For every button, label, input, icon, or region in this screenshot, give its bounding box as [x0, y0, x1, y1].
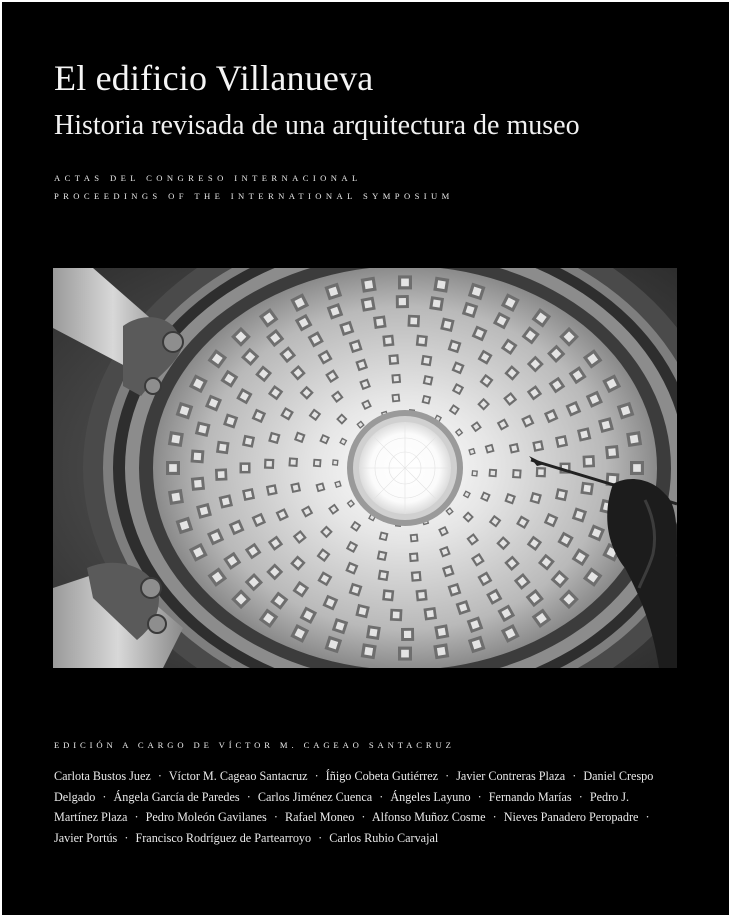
coffer-inset [401, 279, 409, 287]
coffer-inset [558, 491, 565, 498]
book-cover [2, 2, 729, 915]
coffer-inset [413, 573, 419, 579]
coffer-inset [194, 480, 202, 488]
coffer-inset [291, 460, 296, 465]
coffer-inset [583, 485, 590, 492]
author-separator: · [361, 810, 366, 824]
author-list [54, 766, 674, 848]
author-separator: · [379, 789, 384, 804]
author-separator: · [157, 769, 162, 783]
coffer-inset [585, 458, 592, 465]
coffer-inset [410, 318, 417, 325]
author-name: Víctor M. Cageao Santacruz [168, 769, 308, 783]
cover-subtitle: Historia revisada de una arquitectura de museo [54, 110, 580, 141]
coffer-inset [393, 612, 400, 619]
author-name: Rafael Moneo [284, 810, 355, 824]
dome-photograph [53, 268, 677, 668]
coffer-inset [438, 628, 446, 636]
author-name: Javier Contreras Plaza [456, 769, 566, 783]
coffer-inset [401, 650, 409, 658]
cover-title: El edificio Villanueva [54, 58, 374, 98]
coffer-inset [380, 572, 386, 578]
coffer-inset [245, 491, 252, 498]
coffer-inset [194, 453, 202, 461]
coffer-inset [169, 464, 177, 472]
coffer-inset [412, 536, 417, 541]
coffer-inset [473, 472, 477, 476]
coffer-inset [490, 471, 495, 476]
coffer-inset [364, 300, 372, 308]
coffer-inset [242, 465, 248, 471]
author-name: Alfonso Muñoz Cosme [371, 810, 486, 824]
author-name: Carlos Rubio Carvajal [329, 830, 439, 845]
author-name: Nieves Panadero Peropadre [503, 810, 639, 824]
dome-image [53, 268, 677, 668]
author-separator: · [578, 789, 583, 804]
author-separator: · [246, 789, 251, 804]
author-name: Daniel Crespo Delgado [54, 769, 654, 804]
author-separator: · [318, 830, 323, 845]
coffer-inset [391, 357, 397, 363]
author-name: Carlos Jiménez Cuenca [257, 789, 373, 804]
coffer-inset [535, 443, 541, 449]
coffer-inset [427, 610, 434, 617]
coffer-inset [385, 337, 392, 344]
coffer-inset [219, 444, 226, 451]
coffer-inset [437, 647, 446, 656]
coffer-inset [333, 461, 337, 465]
coffer-inset [266, 461, 272, 467]
author-separator: · [273, 810, 278, 824]
coffer-inset [269, 487, 275, 493]
coffer-inset [171, 435, 180, 444]
proceedings-english: PROCEEDINGS OF THE INTERNATIONAL SYMPOSIUM [54, 191, 454, 201]
coffer-inset [433, 299, 441, 307]
author-name: Fernando Marías [488, 789, 572, 804]
coffer-inset [364, 647, 373, 656]
author-name: Ángela García de Paredes [113, 789, 240, 804]
coffer-inset [514, 471, 519, 476]
author-separator: · [477, 789, 482, 804]
author-separator: · [124, 830, 129, 845]
author-separator: · [492, 810, 497, 824]
author-name: Pedro J. Martínez Plaza [54, 789, 630, 824]
coffer-inset [376, 318, 383, 325]
coffer-inset [423, 357, 429, 363]
coffer-inset [315, 461, 320, 466]
author-name: Carlota Bustos Juez [54, 769, 151, 783]
author-separator: · [645, 810, 650, 824]
author-separator: · [102, 789, 107, 804]
editor-credit: EDICIÓN A CARGO DE VÍCTOR M. CAGEAO SANTACRUZ [54, 740, 455, 750]
author-separator: · [572, 769, 577, 783]
coffer-inset [364, 280, 373, 289]
coffer-inset [437, 280, 446, 289]
author-name: Íñigo Cobeta Gutiérrez [325, 769, 439, 783]
coffer-inset [245, 438, 252, 445]
coffer-inset [218, 471, 225, 478]
coffer-inset [172, 493, 181, 502]
coffer-inset [379, 553, 385, 559]
proceedings-spanish: ACTAS DEL CONGRESO INTERNACIONAL [54, 173, 362, 183]
coffer-inset [538, 469, 544, 475]
coffer-inset [633, 464, 641, 472]
coffer-inset [411, 555, 416, 560]
coffer-inset [385, 592, 392, 599]
author-name: Javier Portús [54, 830, 118, 845]
coffer-inset [630, 435, 639, 444]
author-name: Francisco Rodríguez de Partearroyo [135, 830, 312, 845]
author-name: Ángeles Layuno [390, 789, 471, 804]
author-name: Pedro Moleón Gavilanes [145, 810, 267, 824]
author-separator: · [314, 769, 319, 783]
author-separator: · [445, 769, 450, 783]
coffer-inset [369, 628, 377, 636]
coffer-inset [418, 592, 425, 599]
coffer-inset [418, 337, 425, 344]
coffer-inset [425, 377, 431, 383]
coffer-inset [404, 631, 411, 638]
author-separator: · [134, 810, 139, 824]
coffer-inset [394, 376, 399, 381]
coffer-inset [558, 438, 565, 445]
coffer-inset [393, 396, 398, 401]
coffer-inset [399, 298, 406, 305]
coffer-inset [608, 448, 616, 456]
